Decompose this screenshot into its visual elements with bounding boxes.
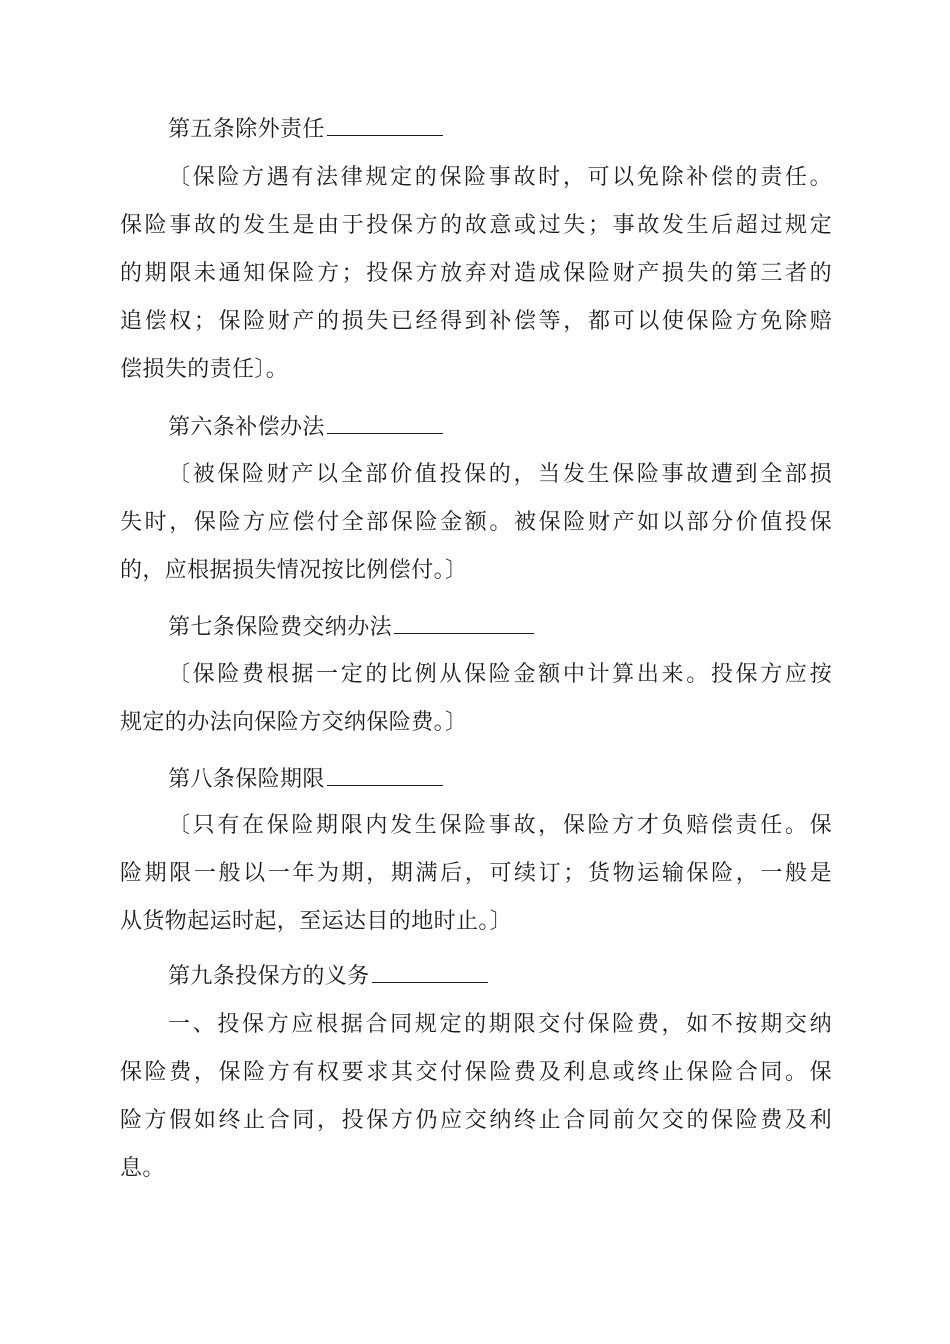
clause-8-text-line: 从货物起运时起，至运达目的地时止。〕 xyxy=(120,909,513,934)
clause-7-text-line: 规定的办法向保险方交纳保险费。〕 xyxy=(120,710,468,735)
clause-5-text-line: 的期限未通知保险方；投保方放弃对造成保险财产损失的第三者的 xyxy=(120,261,832,286)
clause-9-text-line: 保险费，保险方有权要求其交付保险费及利息或终止保险合同。保 xyxy=(120,1060,832,1085)
clause-8-text-line: 险期限一般以一年为期，期满后，可续订；货物运输保险，一般是 xyxy=(120,861,832,886)
clause-5-text-line: 偿损失的责任〕。 xyxy=(120,357,289,382)
clause-9-text-line: 息。 xyxy=(120,1156,165,1181)
clause-8-heading: 第八条保险期限 xyxy=(168,763,832,795)
clause-6-text-line: 的，应根据损失情况按比例偿付。〕 xyxy=(120,558,468,583)
clause-9-text-line: 一、投保方应根据合同规定的期限交付保险费，如不按期交纳 xyxy=(168,1012,832,1037)
clause-8-text-line: 〔只有在保险期限内发生保险事故，保险方才负赔偿责任。保 xyxy=(168,813,832,838)
clause-7-text-line: 〔保险费根据一定的比例从保险金额中计算出来。投保方应按 xyxy=(168,662,832,687)
clause-5-text-line: 保险事故的发生是由于投保方的故意或过失；事故发生后超过规定 xyxy=(120,213,832,238)
fill-in-blank[interactable] xyxy=(327,113,443,136)
clause-6-text-line: 失时，保险方应偿付全部保险金额。被保险财产如以部分价值投保 xyxy=(120,510,832,535)
fill-in-blank[interactable] xyxy=(372,960,488,983)
clause-6-heading: 第六条补偿办法 xyxy=(168,411,832,443)
fill-in-blank[interactable] xyxy=(327,763,443,786)
clause-5-heading: 第五条除外责任 xyxy=(168,113,832,145)
clause-6-text-line: 〔被保险财产以全部价值投保的，当发生保险事故遭到全部损 xyxy=(168,462,832,487)
clause-9-text-line: 险方假如终止合同，投保方仍应交纳终止合同前欠交的保险费及利 xyxy=(120,1108,832,1133)
fill-in-blank[interactable] xyxy=(394,611,534,634)
clause-7-heading: 第七条保险费交纳办法 xyxy=(168,611,832,643)
fill-in-blank[interactable] xyxy=(327,411,443,434)
clause-5-text-line: 追偿权；保险财产的损失已经得到补偿等，都可以使保险方免除赔 xyxy=(120,309,832,334)
clause-9-heading: 第九条投保方的义务 xyxy=(168,960,832,992)
clause-5-text-line: 〔保险方遇有法律规定的保险事故时，可以免除补偿的责任。 xyxy=(168,165,832,190)
